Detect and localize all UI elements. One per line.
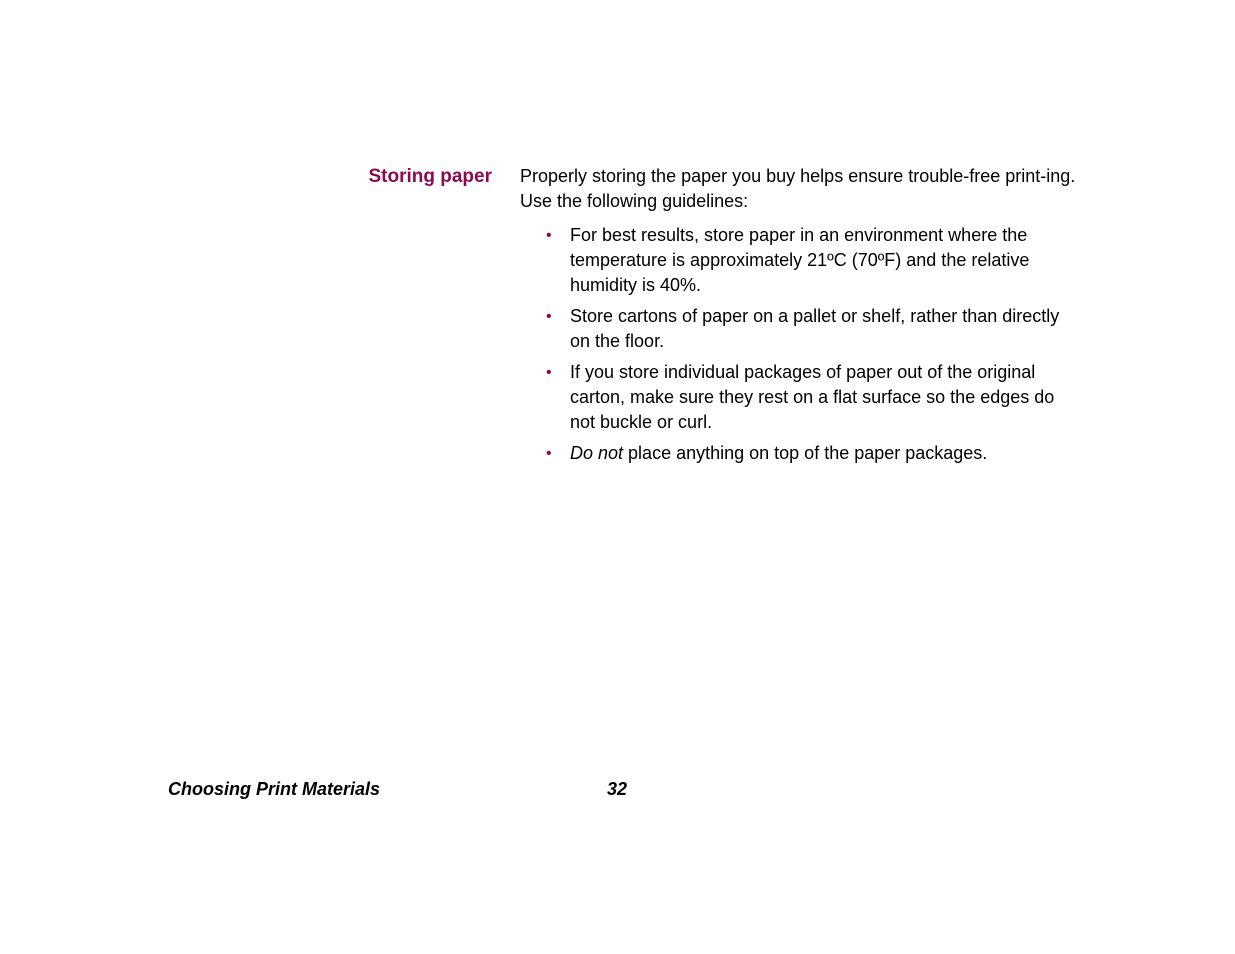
guidelines-list <box>520 223 1080 466</box>
list-item-emphasis: Do not <box>570 443 624 463</box>
bullet-icon: • <box>546 445 552 462</box>
section-body <box>520 164 1080 472</box>
list-item <box>520 223 1080 298</box>
list-item-text: If you store individual packages of paper out of the original carton, make sure they rest on a flat surface so the edges do not buckle or curl. <box>570 362 1055 432</box>
list-item <box>520 360 1080 435</box>
list-item-text: place anything on top of the paper packages. <box>623 443 988 463</box>
bullet-icon: • <box>546 364 552 381</box>
list-item-text: Store cartons of paper on a pallet or shelf, rather than directly on the floor. <box>570 306 1060 351</box>
intro-paragraph: Properly storing the paper you buy helps ensure trouble-free print-ing. Use the following guidelines: <box>520 166 1076 211</box>
bullet-icon: • <box>546 227 552 244</box>
list-item <box>520 441 1080 466</box>
list-item <box>520 304 1080 354</box>
footer-chapter-title: Choosing Print Materials <box>168 779 381 799</box>
section-heading: Storing paper <box>368 166 492 187</box>
footer-page-number: 32 <box>607 779 628 799</box>
bullet-icon: • <box>546 308 552 325</box>
list-item-text: For best results, store paper in an environment where the temperature is approximately 21ºC (70ºF) and the relative humidity is 40%. <box>570 225 1030 295</box>
